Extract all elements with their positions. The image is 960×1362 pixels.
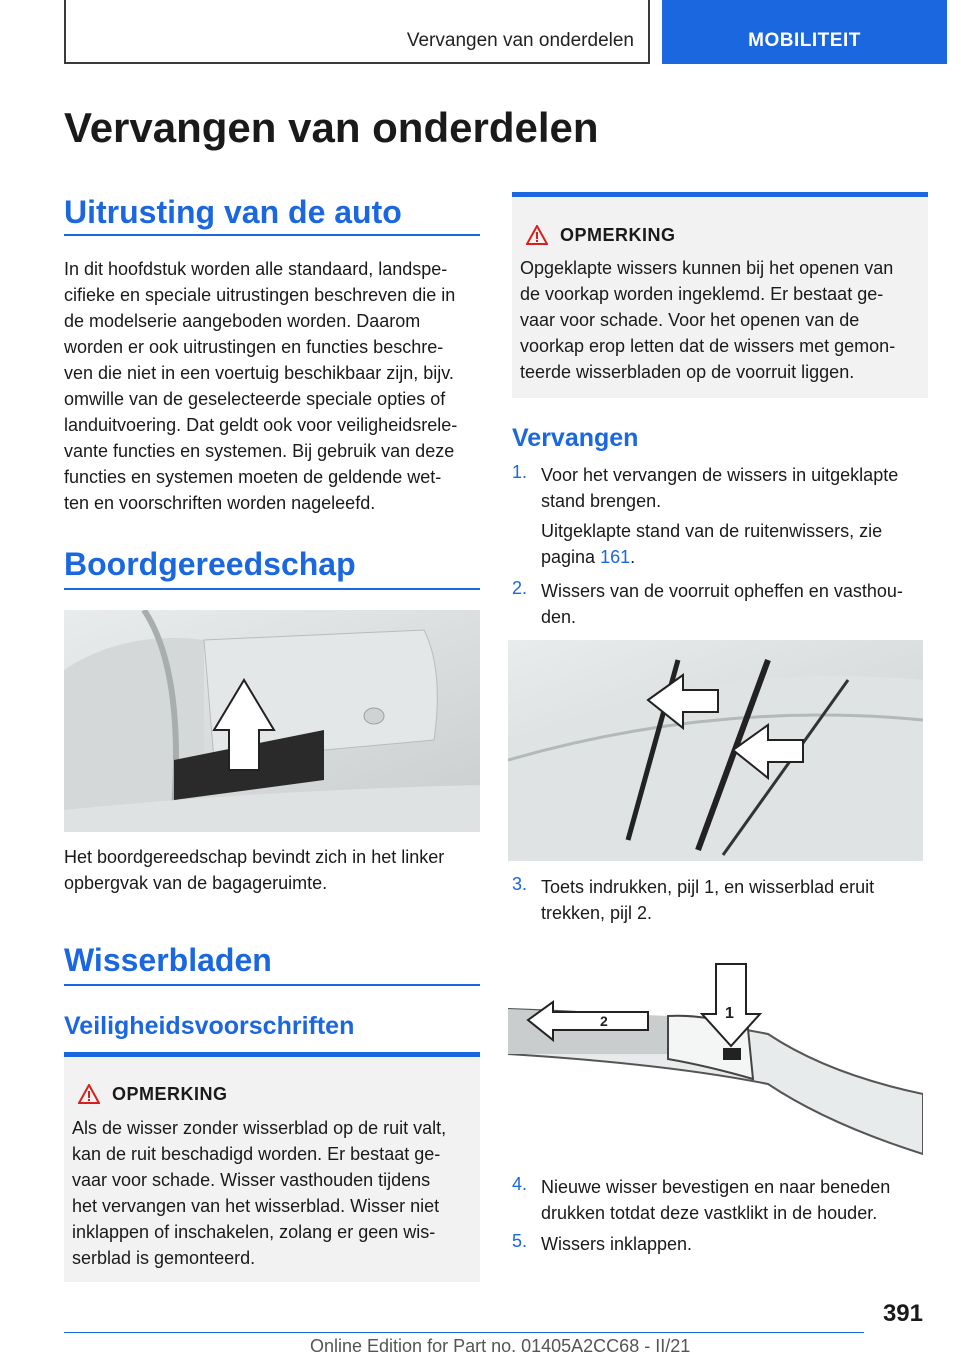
step-2-text: Wissers van de voorruit opheffen en vasthou- den.	[541, 581, 903, 627]
step-number: 4.	[512, 1174, 528, 1194]
header-section-box	[64, 0, 650, 64]
paragraph-uitrusting: In dit hoofdstuk worden alle standaard, landspe- cifieke en speciale uitrustingen beschreven die in de modelserie aangeboden worden. Daarom worden er ook uitrustingen en functies beschre- ven die niet in een voertuig beschikbaar zijn, bijv. omwille van de geselecteerde speciale opties of landuitvoering. Dat geldt ook voor veiligheidsrele- vante functies en systemen. Bij gebruik van deze functies en systemen moeten de geldende wet- ten en voorschriften worden nageleefd.	[64, 259, 458, 513]
heading-rule	[64, 234, 480, 236]
step-1-subtext: Uitgeklapte stand van de ruitenwissers, zie pagina 161.	[541, 521, 883, 567]
note-box-right	[512, 192, 928, 398]
page-title: Vervangen van onderdelen	[64, 104, 599, 151]
toolkit-illustration	[64, 610, 480, 832]
step-number: 3.	[512, 874, 528, 894]
arrow-label-2: 2	[600, 1013, 608, 1029]
note-box-left	[64, 1052, 480, 1282]
figure-wiper-blade-release	[508, 954, 923, 1158]
note-heading: OPMERKING	[560, 225, 676, 245]
note-text: Opgeklapte wissers kunnen bij het openen van de voorkap worden ingeklemd. Er bestaat ge- vaar voor schade. Voor het openen van de voorkap erop letten dat de wissers met gemon- teerde wisserbladen op de voorruit liggen.	[520, 258, 896, 382]
wiper-illustration	[508, 640, 923, 861]
note-text: Als de wisser zonder wisserblad op de ruit valt, kan de ruit beschadigd worden. Er bestaat ge- vaar voor schade. Wisser vasthouden tijdens het vervangen van het wisserblad. Wisser niet inklappen of inschakelen, zolang er geen wis- serblad is gemonteerd.	[72, 1118, 447, 1268]
note-heading: OPMERKING	[112, 1084, 228, 1104]
figure-wipers-raised	[508, 640, 923, 861]
heading-veiligheidsvoorschriften: Veiligheidsvoorschriften	[64, 1012, 355, 1040]
heading-wisserbladen: Wisserbladen	[64, 942, 272, 978]
footer-rule	[64, 1332, 864, 1333]
header-section-title: Vervangen van onderdelen	[406, 30, 634, 51]
heading-boordgereedschap: Boordgereedschap	[64, 546, 356, 582]
arrow-label-1: 1	[725, 1005, 734, 1022]
page-link-161[interactable]: 161	[600, 547, 631, 567]
footer-edition: Online Edition for Part no. 01405A2CC68 - II/21	[310, 1336, 691, 1356]
step-number: 5.	[512, 1231, 528, 1251]
warning-icon	[78, 1084, 100, 1104]
figure-toolkit-compartment	[64, 610, 480, 832]
wiper-blade-illustration	[508, 954, 923, 1158]
step-number: 1.	[512, 462, 528, 482]
paragraph-boordgereedschap: Het boordgereedschap bevindt zich in het linker opbergvak van de bagageruimte.	[64, 847, 445, 893]
heading-uitrusting: Uitrusting van de auto	[64, 194, 402, 230]
heading-vervangen: Vervangen	[512, 424, 639, 452]
heading-rule	[64, 984, 480, 986]
step-1-text: Voor het vervangen de wissers in uitgeklapte stand brengen.	[541, 465, 899, 511]
heading-rule	[64, 588, 480, 590]
header-chapter-label: MOBILITEIT	[748, 30, 861, 51]
page-number: 391	[882, 1300, 923, 1327]
step-3-text: Toets indrukken, pijl 1, en wisserblad eruit trekken, pijl 2.	[541, 877, 875, 923]
step-number: 2.	[512, 578, 528, 598]
header-chapter-tab[interactable]	[662, 0, 947, 64]
step-5-text: Wissers inklappen.	[541, 1234, 693, 1254]
step-4-text: Nieuwe wisser bevestigen en naar beneden drukken totdat deze vastklikt in de houder.	[541, 1177, 891, 1223]
warning-icon	[526, 225, 548, 245]
